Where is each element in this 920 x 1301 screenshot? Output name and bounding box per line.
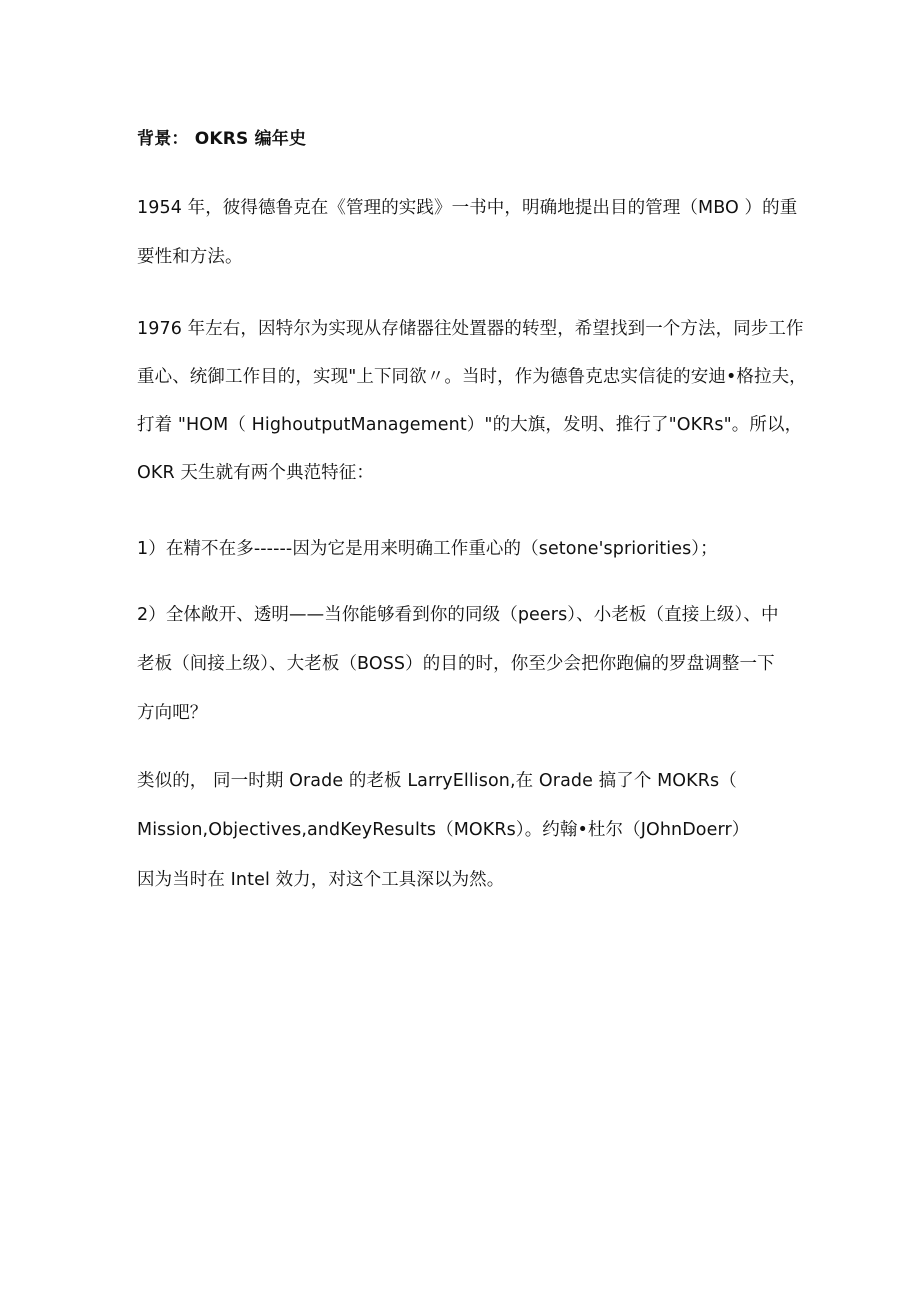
paragraph-2-line-1: 1976 年左右，因特尔为实现从存储器往处置器的转型，希望找到一个方法，同步工作 (137, 319, 804, 339)
paragraph-2-line-2: 重心、统御工作目的，实现"上下同欲〃。当时，作为德鲁克忠实信徒的安迪•格拉夫， (137, 367, 807, 387)
section-heading: 背景： OKRS 编年史 (137, 129, 307, 149)
paragraph-5-line-1: 类似的， 同一时期 Orade 的老板 LarryEllison,在 Orade 搞了个 MOKRs（ (137, 771, 737, 791)
paragraph-4-line-2: 老板（间接上级）、大老板（BOSS）的目的时，你至少会把你跑偏的罗盘调整一下 (137, 654, 775, 674)
paragraph-1-line-2: 要性和方法。 (137, 247, 243, 267)
paragraph-4-line-1: 2）全体敞开、透明——当你能够看到你的同级（peers）、小老板（直接上级）、中 (137, 605, 779, 625)
paragraph-5-line-3: 因为当时在 Intel 效力，对这个工具深以为然。 (137, 870, 505, 890)
paragraph-5-line-2: Mission,Objectives,andKeyResults（MOKRs）。约翰•杜尔（JOhnDoerr） (137, 820, 750, 840)
paragraph-3-line-1: 1）在精不在多------因为它是用来明确工作重心的（setone'spriorities）； (137, 539, 718, 559)
paragraph-1-line-1: 1954 年，彼得德鲁克在《管理的实践》一书中，明确地提出目的管理（MBO ）的重 (137, 198, 798, 218)
paragraph-4-line-3: 方向吧？ (137, 703, 208, 723)
paragraph-2-line-3: 打着 "HOM（ HighoutputManagement）"的大旗，发明、推行了"OKRs"。所以， (137, 415, 803, 435)
paragraph-2-line-4: OKR 天生就有两个典范特征： (137, 463, 374, 483)
